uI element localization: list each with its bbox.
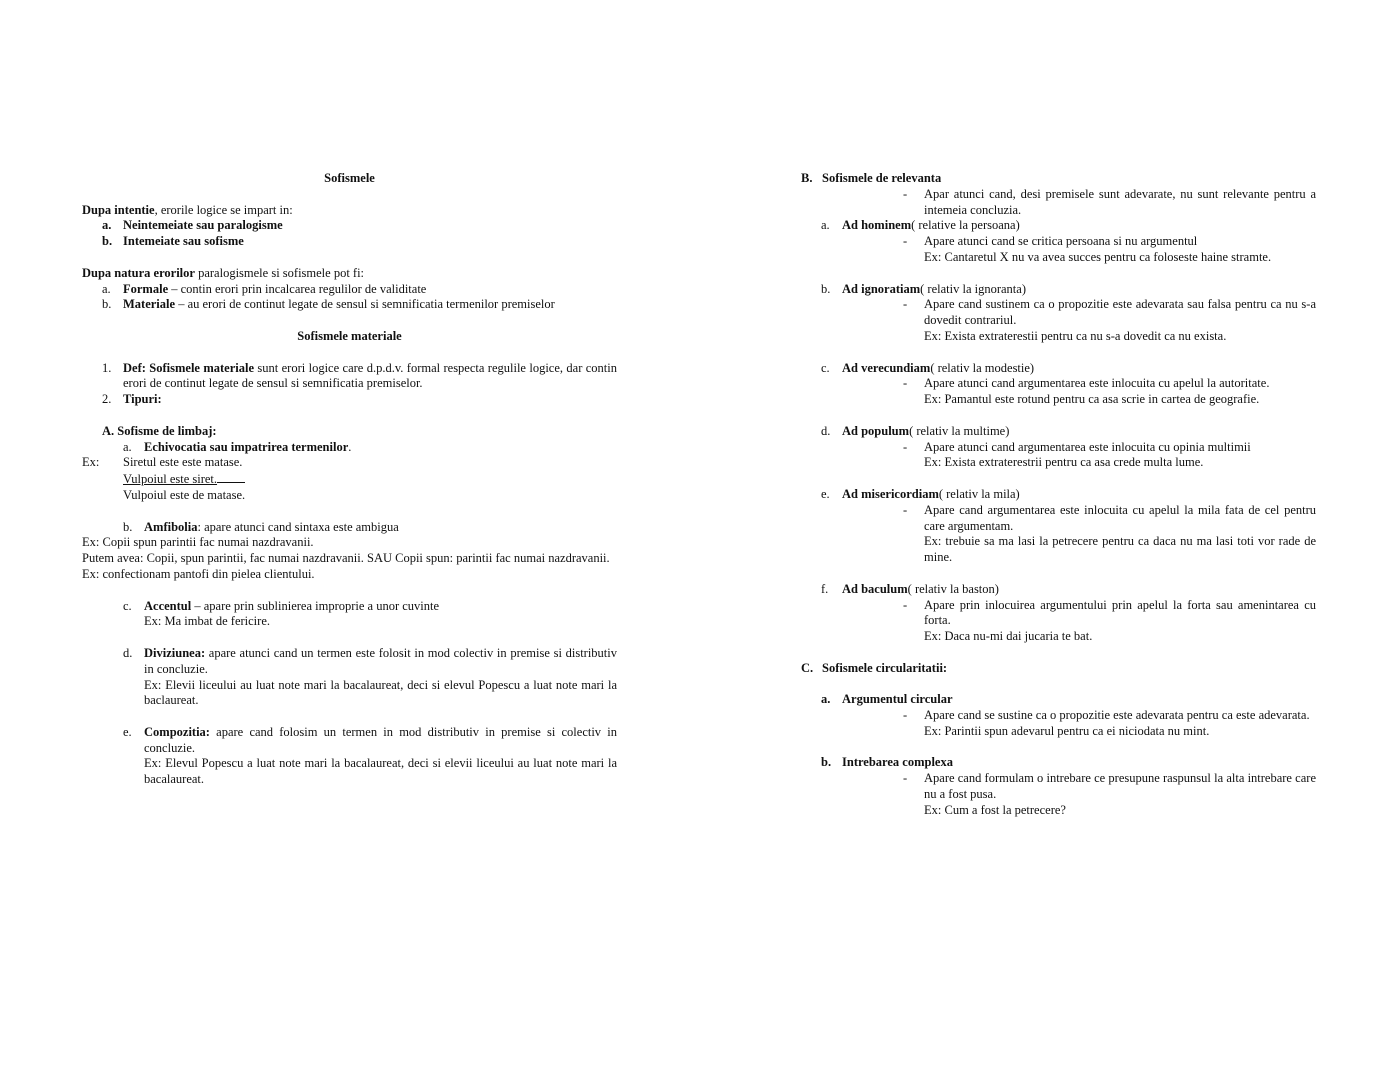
relevance-item-heading [801,582,1316,598]
relevance-item-desc [801,440,1316,472]
section-a-heading: A. Sofisme de limbaj: [102,423,217,438]
section-b-heading: B. Sofismele de relevanta [801,171,942,185]
item-d: d. Diviziunea: apare atunci cand un termen este folosit in mod colectiv in premise si distributiv in concluzie. Ex: Elevii liceului au luat note mari la bacalaureat, deci si elevul Popescu a luat note mari la baclaureat. [123,645,617,708]
item-description: Apare atunci cand se critica persoana si nu argumentul [924,234,1198,249]
relevance-item-heading [801,218,1316,234]
item-description: Apare atunci cand argumentarea este inlocuita cu apelul la autoritate. [924,376,1270,391]
circularity-item-desc [801,708,1316,740]
item-description: Apare atunci cand argumentarea este inlocuita cu opinia multimii [924,439,1251,454]
intent-item: a. Neintemeiate sau paralogisme [102,218,283,233]
item-number: d. [821,423,831,438]
item-b: b. Amfibolia: apare atunci cand sintaxa este ambigua [123,519,399,534]
section-title: Sofismele materiale [297,328,402,343]
dash-marker: - [903,234,908,249]
item-title: Ad ignoratiam [842,281,921,296]
page-title: Sofismele [324,171,375,185]
relevance-item-desc [801,598,1316,645]
item-subtitle: ( relativ la modestie) [930,360,1035,375]
item-example: Ex: Cum a fost la petrecere? [924,802,1066,817]
dash-marker: - [903,708,908,723]
item-title: Argumentul circular [842,692,953,707]
item-c: c. Accentul – apare prin sublinierea improprie a unor cuvinte Ex: Ma imbat de fericire. [123,598,440,629]
item-number: c. [821,360,830,375]
nature-item: a. Formale – contin erori prin incalcarea regulilor de validitate [102,281,427,296]
dash-marker: - [903,597,908,612]
item-number: e. [821,486,830,501]
dash-marker: - [903,297,908,312]
item-number: f. [821,581,829,596]
right-column [801,171,1316,819]
item-a: a. Echivocatia sau impatrirea termenilor. [123,439,352,454]
item-number: b. [821,281,831,296]
item-title: Ad populum [842,423,910,438]
example-row: Ex: Siretul este este matase. [82,455,243,470]
item-description: Apare cand sustinem ca o propozitie este adevarata sau falsa pentru ca nu s-a dovedit contrariul. [924,297,1316,328]
item-title: Ad baculum [842,581,908,596]
item-example: Ex: Exista extraterestrii pentru ca asa crede multa lume. [924,455,1204,470]
example-line: Vulpoiul este siret. [82,471,617,488]
circularity-item-desc [801,771,1316,818]
intent-item: b. Intemeiate sau sofisme [102,234,244,249]
example-line: Ex: Copii spun parintii fac numai nazdravanii. [82,535,314,550]
relevance-item-heading [801,487,1316,503]
item-description: Apare cand argumentarea este inlocuita cu apelul la mila fata de cel pentru care argumentam. [924,502,1316,533]
relevance-item-heading [801,282,1316,298]
item-title: Ad misericordiam [842,486,939,501]
example-line: Ex: confectionam pantofi din pielea clientului. [82,566,315,581]
item-description: Apare prin inlocuirea argumentului prin apelul la forta sau amenintarea cu forta. [924,597,1316,628]
example-line: Putem avea: Copii, spun parintii, fac numai nazdravanii. SAU Copii spun: parintii fac numai nazdravanii. [82,551,610,566]
item-example: Ex: Parintii spun adevarul pentru ca ei niciodata nu mint. [924,723,1210,738]
item-subtitle: ( relativ la mila) [938,486,1020,501]
dash-marker: - [903,502,908,517]
nature-item: b. Materiale – au erori de continut legate de sensul si semnificatia termenilor premiselor [102,297,555,312]
item-number: a. [821,692,831,707]
dash-marker: - [903,439,908,454]
item-example: Ex: Exista extraterestii pentru ca nu s-a dovedit ca nu exista. [924,328,1227,343]
dash-marker: - [903,771,908,786]
left-column [82,171,617,788]
circularity-item-heading [801,755,1316,771]
item-title: Ad verecundiam [842,360,931,375]
dash-marker: - [903,376,908,391]
item-description: Apare cand se sustine ca o propozitie este adevarata pentru ca este adevarata. [924,708,1310,723]
item-title: Intrebarea complexa [842,755,953,770]
section-c-heading: C. Sofismele circularitatii: [801,660,948,675]
item-subtitle: ( relativ la baston) [907,581,999,596]
nature-heading: Dupa natura erorilor paralogismele si sofismele pot fi: [82,265,365,280]
definition: 1. Def: Sofismele materiale sunt erori logice care d.p.d.v. formal respecta regulile logice, dar contin erori de continut legate de sensul si semnificatia premiselor. [102,360,618,391]
relevance-item-desc [801,376,1316,408]
item-number: a. [821,218,830,233]
types-label: 2. Tipuri: [102,392,162,407]
example-line: Vulpoiul este de matase. [123,487,246,502]
item-example: Ex: Cantaretul X nu va avea succes pentru ca foloseste haine stramte. [924,249,1272,264]
item-number: b. [821,755,832,770]
relevance-item-heading [801,361,1316,377]
item-title: Ad hominem [842,218,912,233]
relevance-item-desc [801,297,1316,344]
relevance-item-heading [801,424,1316,440]
relevance-item-desc [801,503,1316,566]
item-example: Ex: Pamantul este rotund pentru ca asa scrie in cartea de geografie. [924,392,1260,407]
item-e: e. Compozitia: apare cand folosim un termen in mod distributiv in premise si colectiv in concluzie. Ex: Elevul Popescu a luat note mari la bacalaureat, deci si elevii liceului au luat note mari la bacalaureat. [123,724,617,787]
item-subtitle: ( relative la persoana) [911,218,1020,233]
relevance-item-desc [801,234,1316,266]
item-description: Apare cand formulam o intrebare ce presupune raspunsul la alta intrebare care nu a fost pusa. [924,771,1316,802]
item-example: Ex: Daca nu-mi dai jucaria te bat. [924,629,1093,644]
circularity-item-heading [801,692,1316,708]
section-b-desc: - Apar atunci cand, desi premisele sunt adevarate, nu sunt relevante pentru a intemeia concluzia. [903,186,1316,217]
item-subtitle: ( relativ la multime) [909,423,1010,438]
item-example: Ex: trebuie sa ma lasi la petrecere pentru ca daca nu ma lasi toti vor rade de mine. [924,534,1316,565]
item-subtitle: ( relativ la ignoranta) [920,281,1026,296]
intent-heading: Dupa intentie, erorile logice se impart in: [82,202,293,217]
